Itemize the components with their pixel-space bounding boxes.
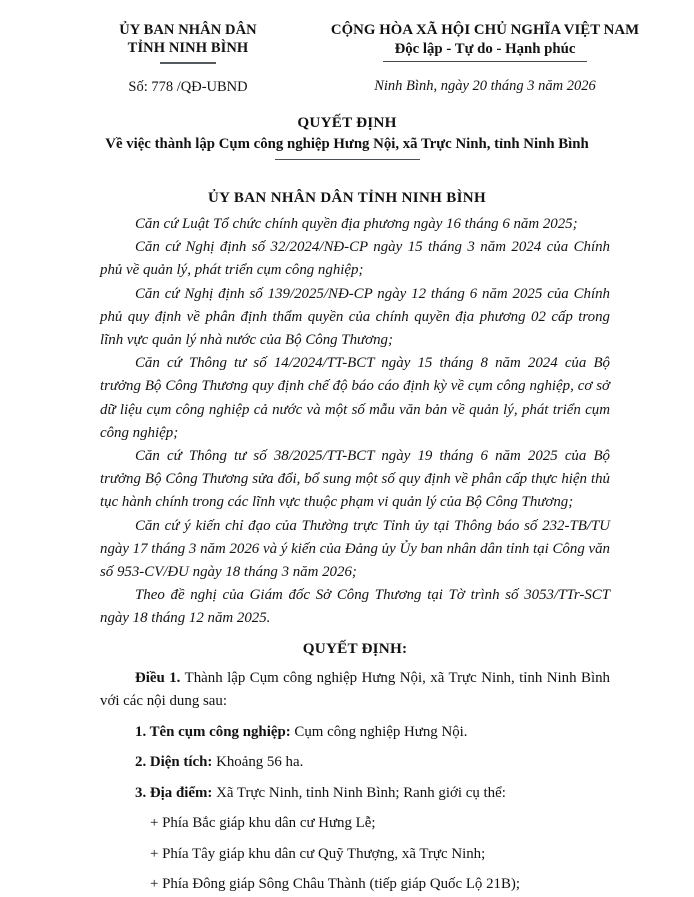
- document-body: [100, 213, 610, 897]
- legal-bases-list: [100, 213, 610, 631]
- legal-basis-paragraph: Theo đề nghị của Giám đốc Sở Công Thương tại Tờ trình số 3053/TTr-SCT ngày 18 tháng 12 năm 2025.: [100, 587, 610, 627]
- article-1-text: Thành lập Cụm công nghiệp Hưng Nội, xã Trực Ninh, tỉnh Ninh Bình với các nội dung sau:: [100, 669, 610, 710]
- document-number: Số: 778 /QĐ-UBND: [128, 78, 248, 95]
- list-item-label: 2. Diện tích:: [135, 754, 213, 771]
- list-item: [100, 782, 610, 806]
- boundary-item: + Phía Bắc giáp khu dân cư Hưng Lễ;: [150, 815, 376, 832]
- national-heading-block: [320, 22, 650, 95]
- title-block: [0, 113, 694, 207]
- legal-basis-paragraph: Căn cứ Nghị định số 139/2025/NĐ-CP ngày 12 tháng 6 năm 2025 của Chính phủ quy định về phân định thẩm quyền của chính quyền địa phương 02 cấp trong lĩnh vực quản lý nhà nước của Bộ Công Thương;: [100, 285, 610, 349]
- list-item-label: 3. Địa điểm:: [135, 784, 213, 801]
- boundary-item: + Phía Tây giáp khu dân cư Quỹ Thượng, xã Trực Ninh;: [150, 845, 486, 862]
- list-item: [100, 751, 610, 775]
- legal-basis-paragraph: Căn cứ Luật Tổ chức chính quyền địa phương ngày 16 tháng 6 năm 2025;: [135, 216, 578, 232]
- legal-basis-paragraph: Căn cứ Nghị định số 32/2024/NĐ-CP ngày 15 tháng 3 năm 2024 của Chính phủ về quản lý, phát triển cụm công nghiệp;: [100, 239, 610, 279]
- org-name-divider: [160, 62, 216, 64]
- boundary-item: + Phía Đông giáp Sông Châu Thành (tiếp giáp Quốc Lộ 21B);: [150, 876, 521, 893]
- issuing-body-name: ỦY BAN NHÂN DÂN TỈNH NINH BÌNH: [207, 190, 487, 207]
- title-divider: [275, 159, 420, 160]
- legal-basis-paragraph: Căn cứ ý kiến chỉ đạo của Thường trực Tỉnh ủy tại Thông báo số 232-TB/TU ngày 17 tháng 3 năm 2026 và ý kiến của Đảng ủy Ủy ban nhân dân tỉnh tại Công văn số 953-CV/ĐU ngày 18 tháng 3 năm 2026;: [100, 517, 610, 581]
- legal-basis-paragraph: Căn cứ Thông tư số 38/2025/TT-BCT ngày 19 tháng 6 năm 2025 của Bộ trưởng Bộ Công Thương sửa đổi, bổ sung một số quy định về phân cấp thực hiện thủ tục hành chính trong các lĩnh vực thuộc phạm vi quản lý của Bộ Công Thương;: [100, 448, 610, 511]
- document-header: [0, 22, 694, 96]
- legal-basis-paragraph: Căn cứ Thông tư số 14/2024/TT-BCT ngày 15 tháng 8 năm 2024 của Bộ trưởng Bộ Công Thương quy định chế độ báo cáo định kỳ về cụm công nghiệp, cơ sở dữ liệu cụm công nghiệp cả nước và một số mẫu văn bản về quản lý, phát triển cụm công nghiệp;: [100, 355, 610, 441]
- list-item-text: Xã Trực Ninh, tỉnh Ninh Bình; Ranh giới cụ thể:: [212, 784, 506, 801]
- list-item-text: Khoảng 56 ha.: [212, 754, 304, 771]
- national-motto: Độc lập - Tự do - Hạnh phúc: [394, 40, 576, 57]
- decision-subject: Về việc thành lập Cụm công nghiệp Hưng Nội, xã Trực Ninh, tỉnh Ninh Bình: [105, 136, 589, 152]
- article-1-label: Điều 1.: [135, 669, 181, 686]
- org-name-line1: ỦY BAN NHÂN DÂN: [119, 22, 257, 38]
- decision-heading: QUYẾT ĐỊNH:: [302, 639, 408, 657]
- issuing-authority-block: [58, 22, 318, 96]
- list-item-label: 1. Tên cụm công nghiệp:: [135, 723, 291, 740]
- national-name: CỘNG HÒA XÃ HỘI CHỦ NGHĨA VIỆT NAM: [330, 22, 640, 38]
- org-name-line2: TỈNH NINH BÌNH: [127, 39, 249, 56]
- motto-divider: [383, 61, 587, 62]
- decision-word: QUYẾT ĐỊNH: [297, 114, 397, 131]
- list-item: [100, 721, 610, 745]
- place-and-date: Ninh Bình, ngày 20 tháng 3 năm 2026: [374, 77, 596, 94]
- article-1-paragraph: [100, 667, 610, 714]
- list-item-text: Cụm công nghiệp Hưng Nội.: [290, 723, 468, 740]
